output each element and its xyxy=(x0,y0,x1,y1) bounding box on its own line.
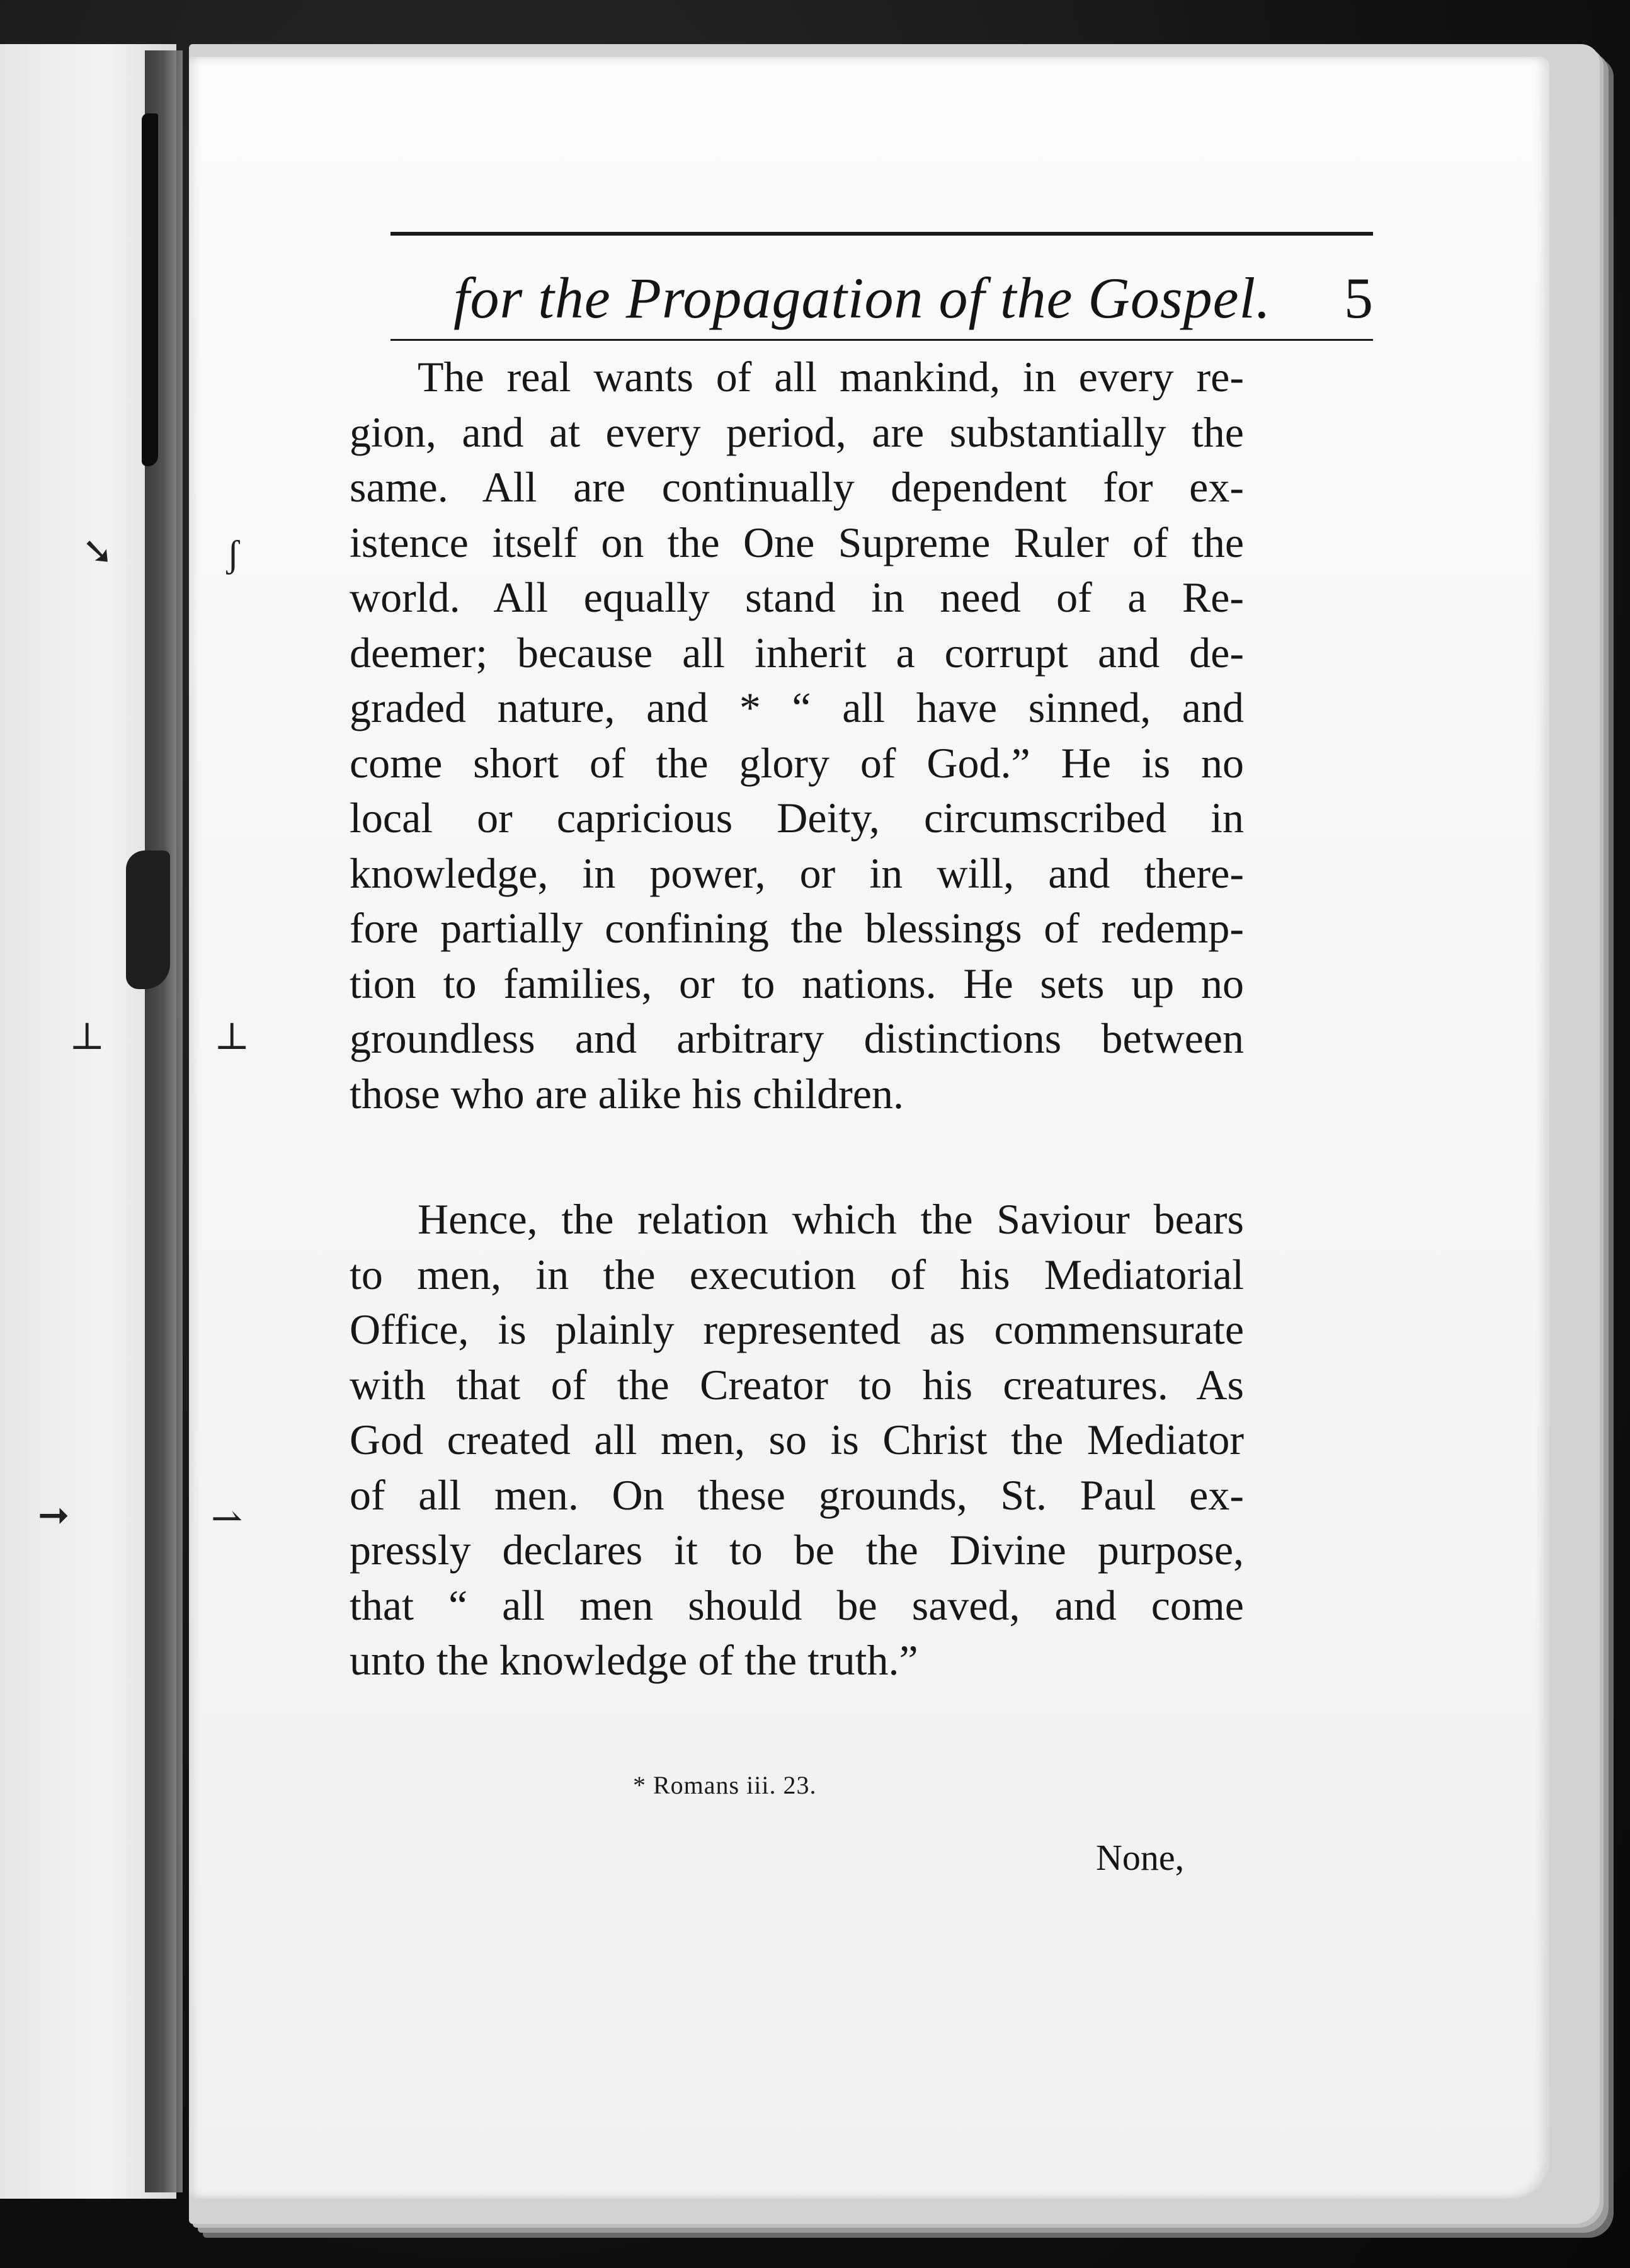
text-line: local or capricious Deity, circumscribed in xyxy=(350,794,1244,842)
text-line: pressly declares it to be the Divine purpose, xyxy=(350,1526,1244,1574)
catchword: None, xyxy=(1096,1837,1185,1878)
text-line: graded nature, and * “ all have sinned, and xyxy=(350,684,1244,731)
text-line: to men, in the execution of his Mediatorial xyxy=(350,1250,1244,1298)
head-rule-top xyxy=(390,232,1373,236)
running-title: for the Propagation of the Gospel. xyxy=(453,266,1272,330)
stray-mark: ⊥ xyxy=(69,1016,105,1057)
text-line: with that of the Creator to his creatures. As xyxy=(350,1360,1244,1409)
running-head xyxy=(390,232,1373,345)
page-number: 5 xyxy=(1344,266,1373,330)
stray-mark: ➘ xyxy=(82,530,114,572)
text-line: deemer; because all inherit a corrupt and de- xyxy=(350,628,1244,677)
paragraph xyxy=(350,350,1244,1121)
text-line: that “ all men should be saved, and come xyxy=(350,1581,1244,1629)
head-rule-bottom xyxy=(390,339,1373,341)
body-text xyxy=(350,350,1244,1688)
text-line: tion to families, or to nations. He sets up no xyxy=(350,959,1244,1007)
text-line: unto the knowledge of the truth.” xyxy=(350,1636,918,1684)
text-line: Office, is plainly represented as commensurate xyxy=(350,1305,1244,1353)
text-line: knowledge, in power, or in will, and there- xyxy=(350,849,1244,897)
text-line: fore partially confining the blessings of redemp- xyxy=(350,904,1244,952)
text-line: those who are alike his children. xyxy=(350,1069,904,1118)
text-line: groundless and arbitrary distinctions between xyxy=(350,1014,1244,1062)
footnote: * Romans iii. 23. xyxy=(633,1771,817,1799)
text-line: of all men. On these grounds, St. Paul ex- xyxy=(350,1470,1244,1519)
paragraph xyxy=(350,1192,1244,1688)
text-line: world. All equally stand in need of a Re- xyxy=(350,573,1244,621)
stray-mark: ʃ xyxy=(227,533,239,575)
gutter-tear xyxy=(142,113,158,466)
text-line: come short of the glory of God.” He is no xyxy=(350,738,1244,787)
stray-mark: ⊥ xyxy=(214,1016,250,1057)
gutter-tear xyxy=(126,850,170,989)
text-line: same. All are continually dependent for ex- xyxy=(350,463,1244,511)
text-line: gion, and at every period, are substantially the xyxy=(350,408,1244,456)
text-line: The real wants of all mankind, in every re- xyxy=(418,353,1244,401)
text-line: God created all men, so is Christ the Mediator xyxy=(350,1416,1244,1463)
text-line: Hence, the relation which the Saviour bears xyxy=(418,1195,1244,1243)
text-line: istence itself on the One Supreme Ruler of the xyxy=(350,518,1244,566)
stray-mark: ➞ xyxy=(38,1494,70,1536)
stray-mark: ⇀ xyxy=(211,1498,243,1539)
